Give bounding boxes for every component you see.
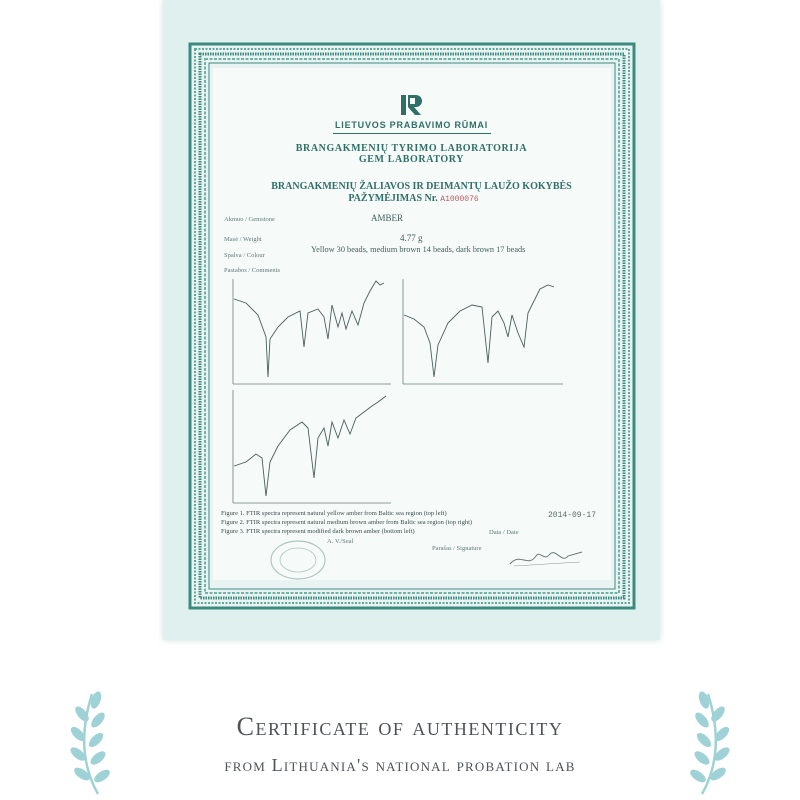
document-title-line1: BRANGAKMENIŲ ŽALIAVOS IR DEIMANTŲ LAUŽO KOKYBĖS <box>271 181 572 192</box>
ftir-spectrum-bottom-left <box>228 388 393 506</box>
colour-label: Spalva / Colour <box>224 252 265 259</box>
colour-value: Yellow 30 beads, medium brown 14 beads, dark brown 17 beads <box>311 245 526 254</box>
laurel-left-icon <box>68 688 114 798</box>
lab-logo-icon <box>398 93 426 117</box>
ftir-spectrum-top-right <box>398 277 566 387</box>
date-value: 2014-09-17 <box>548 511 597 520</box>
footer-subtitle: from Lithuania's national probation lab <box>224 755 576 775</box>
comments-label: Pastabos / Comments <box>224 267 280 274</box>
signature-label: Parašas / Signature <box>432 545 482 552</box>
org-name: LIETUVOS PRABAVIMO RŪMAI <box>334 120 489 130</box>
seal-label: A. V./Seal <box>327 538 354 545</box>
lab-name-en: GEM LABORATORY <box>358 154 465 165</box>
footer-title: Certificate of authenticity <box>236 712 564 741</box>
gemstone-label: Akmuo / Gemstone <box>224 216 275 223</box>
figure-caption-3: Figure 3. FTIR spectra represent modified dark brown amber (bottom left) <box>221 528 415 535</box>
weight-value: 4.77 g <box>400 233 423 243</box>
gemstone-value: AMBER <box>371 213 404 223</box>
laurel-right-icon <box>686 688 732 798</box>
figure-caption-2: Figure 2. FTIR spectra represent natural medium brown amber from Baltic sea region (top right) <box>221 519 473 526</box>
document-number: A1000076 <box>440 195 479 204</box>
lab-name-lt: BRANGAKMENIŲ TYRIMO LABORATORIJA <box>295 143 528 154</box>
document-title-line2: PAŽYMĖJIMAS Nr. A1000076 <box>348 193 479 204</box>
weight-label: Masė / Weight <box>224 236 262 243</box>
official-stamp <box>268 538 328 583</box>
header-divider <box>333 133 491 134</box>
figure-caption-1: Figure 1. FTIR spectra represent natural yellow amber from Baltic sea region (top left) <box>221 510 447 517</box>
handwritten-signature <box>506 544 586 572</box>
ftir-spectrum-top-left <box>228 277 393 387</box>
date-label: Data / Date <box>489 529 519 536</box>
